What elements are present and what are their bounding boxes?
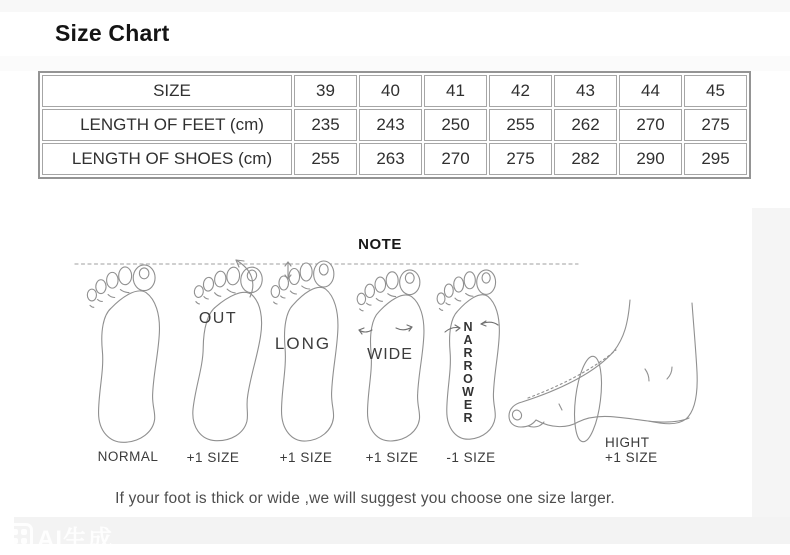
ai-grid-icon: [6, 523, 33, 550]
hight-label-line2: +1 SIZE: [605, 449, 658, 465]
long-label: LONG: [274, 334, 332, 353]
feet-length-cell: 255: [489, 109, 552, 141]
size-cell: 39: [294, 75, 357, 107]
size-table: [38, 71, 751, 179]
shoes-length-cell: 295: [684, 143, 747, 175]
size-cell: 43: [554, 75, 617, 107]
feet-length-cell: 235: [294, 109, 357, 141]
shoes-length-cell: 290: [619, 143, 682, 175]
size-cell: 44: [619, 75, 682, 107]
watermark: [6, 519, 113, 554]
girth-ellipse: [570, 355, 605, 443]
row-label-cell: SIZE: [42, 75, 292, 107]
page-title: Size Chart: [55, 20, 170, 46]
table-row: [42, 75, 747, 107]
shoes-length-cell: 263: [359, 143, 422, 175]
table-row: [42, 109, 747, 141]
out-size-label: +1 SIZE: [186, 450, 240, 465]
table-row: [42, 143, 747, 175]
wide-label: WIDE: [367, 346, 413, 363]
foot-out: [179, 261, 268, 444]
long-arrow: [285, 262, 291, 279]
feet-length-cell: 250: [424, 109, 487, 141]
background-band: [752, 208, 790, 520]
footer-note: If your foot is thick or wide ,we will suggest you choose one size larger.: [115, 490, 615, 507]
shoes-length-cell: 270: [424, 143, 487, 175]
background-band: [0, 56, 790, 71]
shoes-length-cell: 275: [489, 143, 552, 175]
long-size-label: +1 SIZE: [279, 450, 333, 465]
hight-label-line1: HIGHT: [605, 435, 650, 450]
note-heading: NOTE: [358, 236, 402, 253]
foot-side-view: [509, 300, 697, 443]
feet-length-cell: 243: [359, 109, 422, 141]
feet-length-cell: 270: [619, 109, 682, 141]
wide-size-label: +1 SIZE: [365, 450, 419, 465]
background-band: [0, 0, 790, 12]
background-band: [14, 517, 790, 544]
shoes-length-cell: 255: [294, 143, 357, 175]
shoes-length-cell: 282: [554, 143, 617, 175]
foot-normal: [87, 265, 159, 442]
feet-length-cell: 275: [684, 109, 747, 141]
size-cell: 42: [489, 75, 552, 107]
narrower-size-label: -1 SIZE: [446, 450, 496, 465]
hight-size-label: [605, 436, 658, 465]
size-cell: 45: [684, 75, 747, 107]
normal-size-label: NORMAL: [97, 449, 159, 464]
size-cell: 41: [424, 75, 487, 107]
row-label-cell: LENGTH OF FEET (cm): [42, 109, 292, 141]
watermark-text: AI生成: [37, 526, 113, 553]
feet-length-cell: 262: [554, 109, 617, 141]
row-label-cell: LENGTH OF SHOES (cm): [42, 143, 292, 175]
narrower-label: NARROWER: [461, 320, 475, 424]
out-label: OUT: [198, 310, 238, 327]
size-cell: 40: [359, 75, 422, 107]
